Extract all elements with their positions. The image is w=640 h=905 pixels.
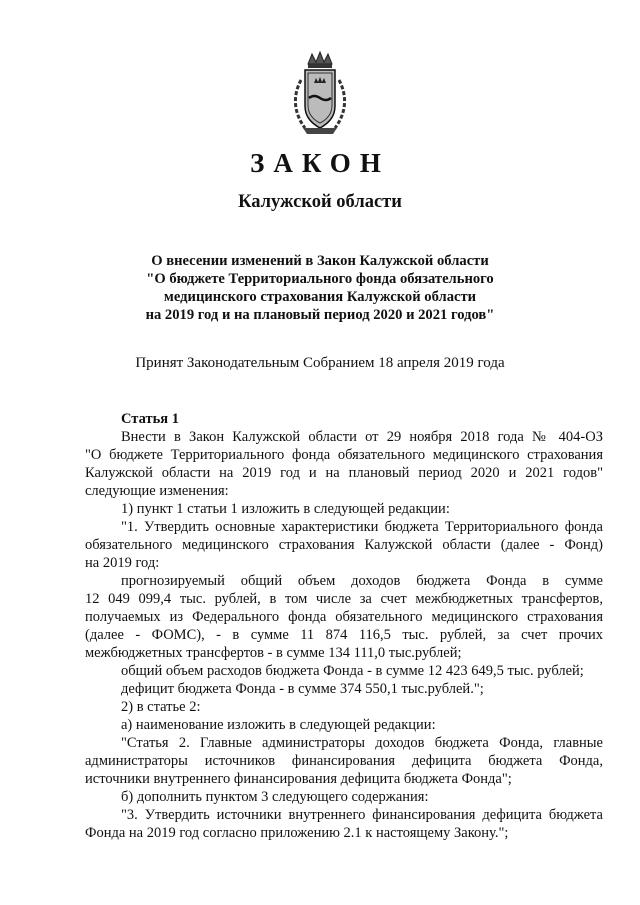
body-line: 1) пункт 1 статьи 1 изложить в следующей редакции:: [121, 501, 450, 517]
document-title: ЗАКОН: [250, 148, 390, 178]
body-line: прогнозируемый общий объем доходов бюджета Фонда в сумме: [121, 573, 603, 589]
body-line: а) наименование изложить в следующей редакции:: [121, 717, 436, 733]
body-line: Фонда на 2019 год согласно приложению 2.1 к настоящему Закону.";: [85, 825, 509, 841]
adoption-note: Принят Законодательным Собранием 18 апреля 2019 года: [135, 355, 505, 371]
body-line: на 2019 год:: [85, 555, 160, 571]
body-line: следующие изменения:: [85, 483, 229, 499]
heading-line: на 2019 год и на плановый период 2020 и 2021 годов": [145, 307, 495, 323]
body-line: Внести в Закон Калужской области от 29 ноября 2018 года № 404-ОЗ: [121, 429, 603, 445]
body-line: межбюджетных трансфертов - в сумме 134 111,0 тыс.рублей;: [85, 645, 462, 661]
body-line: 2) в статье 2:: [121, 699, 201, 715]
body-line: "3. Утвердить источники внутреннего финансирования дефицита бюджета: [121, 807, 603, 823]
kaluga-coat-of-arms-icon: [287, 50, 353, 136]
body-line: 12 049 099,4 тыс. рублей, в том числе за счет межбюджетных трансфертов,: [85, 591, 603, 607]
body-line: "1. Утвердить основные характеристики бюджета Территориального фонда: [121, 519, 603, 535]
body-line: общий объем расходов бюджета Фонда - в сумме 12 423 649,5 тыс. рублей;: [121, 663, 584, 679]
heading-line: "О бюджете Территориального фонда обязательного: [146, 271, 494, 287]
body-line: б) дополнить пунктом 3 следующего содержания:: [121, 789, 429, 805]
body-line: источники внутреннего финансирования дефицита бюджета Фонда";: [85, 771, 512, 787]
body-line: (далее - ФОМС), - в сумме 11 874 116,5 тыс. рублей, за счет прочих: [85, 627, 603, 643]
heading-line: медицинского страхования Калужской области: [163, 289, 477, 305]
document-region: Калужской области: [238, 192, 402, 212]
body-line: "О бюджете Территориального фонда обязательного медицинского страхования: [85, 447, 603, 463]
article-title: Статья 1: [121, 411, 179, 427]
body-line: "Статья 2. Главные администраторы доходов бюджета Фонда, главные: [121, 735, 603, 751]
body-line: Калужской области на 2019 год и на плановый период 2020 и 2021 годов": [85, 465, 603, 481]
body-line: обязательного медицинского страхования Калужской области (далее - Фонд): [85, 537, 603, 553]
body-line: администраторы источников финансирования дефицита бюджета Фонда,: [85, 753, 603, 769]
body-line: получаемых из Федерального фонда обязательного медицинского страхования: [85, 609, 603, 625]
heading-line: О внесении изменений в Закон Калужской области: [151, 253, 489, 269]
body-line: дефицит бюджета Фонда - в сумме 374 550,1 тыс.рублей.";: [121, 681, 484, 697]
